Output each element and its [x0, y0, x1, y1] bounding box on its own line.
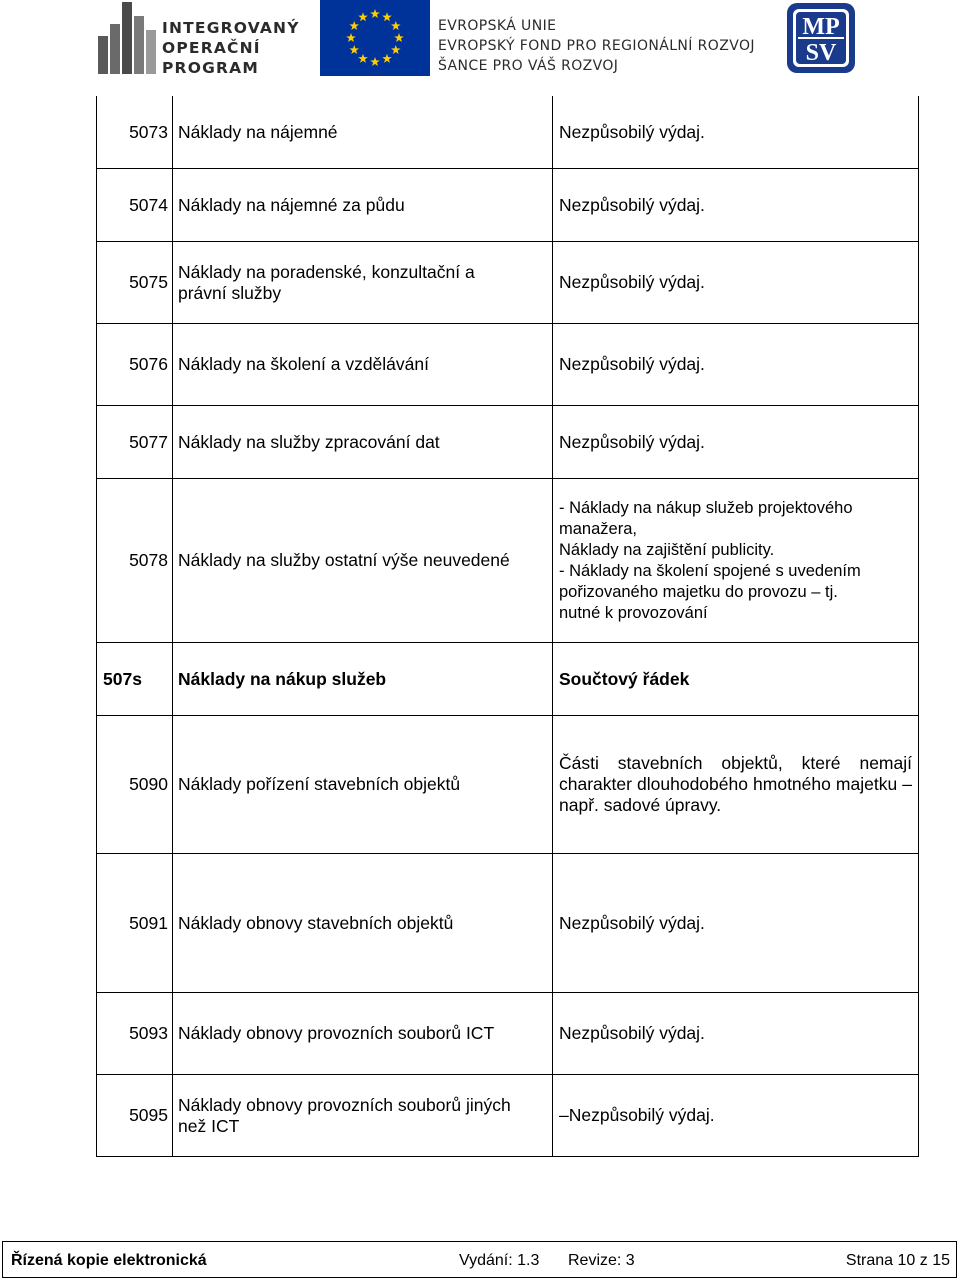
table-row [96, 479, 919, 643]
row-note: –Nezpůsobilý výdaj. [559, 1105, 715, 1125]
row-note: Nezpůsobilý výdaj. [559, 1023, 705, 1043]
row-note: Součtový řádek [559, 668, 690, 689]
table-row [96, 1075, 919, 1157]
row-name: Náklady na nákup služeb [173, 643, 553, 715]
table-row [96, 854, 919, 993]
eu-logo-line2: EVROPSKÝ FOND PRO REGIONÁLNÍ ROZVOJ [438, 38, 755, 54]
mpsv-logo [786, 2, 856, 74]
footer-version: Vydání: 1.3 [459, 1252, 540, 1269]
page-footer [2, 1241, 957, 1278]
page-header [0, 0, 960, 80]
row-name: Náklady na školení a vzdělávání [173, 324, 553, 405]
row-code: 5075 [97, 242, 173, 323]
row-note-line: Náklady na zajištění publicity. [559, 540, 775, 559]
row-note-line: manažera, [559, 519, 637, 538]
row-name-line: Náklady obnovy provozních souborů jiných [178, 1094, 511, 1115]
row-name [173, 1075, 553, 1156]
mpsv-logo-bottom: SV [805, 40, 837, 66]
table-row-summary [96, 643, 919, 716]
eu-logo-line3: ŠANCE PRO VÁŠ ROZVOJ [438, 58, 619, 74]
table-row [96, 406, 919, 479]
row-code: 5095 [97, 1075, 173, 1156]
eu-logo-line1: EVROPSKÁ UNIE [438, 18, 557, 34]
table-row [96, 324, 919, 406]
row-note: Nezpůsobilý výdaj. [559, 272, 705, 292]
table-row [96, 242, 919, 324]
row-name [173, 242, 553, 323]
footer-revision: Revize: 3 [568, 1252, 635, 1269]
iop-logo-icon [96, 2, 160, 74]
table-row [96, 96, 919, 169]
iop-logo-line2: OPERAČNÍ [162, 39, 261, 57]
row-note-line: pořizovaného majetku do provozu – tj. [559, 582, 838, 601]
row-note [553, 479, 918, 642]
row-note-line: nutné k provozování [559, 603, 708, 622]
row-code: 5093 [97, 993, 173, 1074]
row-name: Náklady na služby zpracování dat [173, 406, 553, 478]
table-row [96, 993, 919, 1075]
row-note: Nezpůsobilý výdaj. [559, 354, 705, 374]
row-code: 5073 [97, 96, 173, 168]
iop-logo-line3: PROGRAM [162, 59, 259, 77]
table-row [96, 169, 919, 242]
row-name-line: Náklady na poradenské, konzultační a [178, 261, 475, 282]
cost-items-table [96, 96, 919, 1157]
table-row [96, 716, 919, 854]
iop-logo-line1: INTEGROVANÝ [162, 19, 300, 37]
row-note: Nezpůsobilý výdaj. [559, 194, 705, 215]
row-code: 5076 [97, 324, 173, 405]
eu-flag-icon [320, 0, 430, 76]
row-code: 5074 [97, 169, 173, 241]
eu-logo-text [438, 16, 768, 76]
row-name: Náklady na služby ostatní výše neuvedené [173, 479, 553, 642]
row-name-line: než ICT [178, 1115, 240, 1136]
row-code: 5091 [97, 854, 173, 992]
row-name: Náklady obnovy provozních souborů ICT [173, 993, 553, 1074]
footer-page-number: Strana 10 z 15 [845, 1252, 950, 1269]
row-code: 507s [97, 643, 173, 715]
row-name: Náklady na nájemné za půdu [173, 169, 553, 241]
row-code: 5077 [97, 406, 173, 478]
row-note-cell [553, 716, 918, 853]
row-note: Části stavebních objektů, které nemají charakter dlouhodobého hmotného majetku – např. sadové úpravy. [559, 753, 912, 815]
row-name: Náklady pořízení stavebních objektů [173, 716, 553, 853]
row-note-line: - Náklady na školení spojené s uvedením [559, 561, 861, 580]
row-note: Nezpůsobilý výdaj. [559, 912, 705, 933]
row-note: Nezpůsobilý výdaj. [559, 121, 705, 142]
iop-logo [96, 2, 300, 77]
mpsv-logo-top: MP [802, 14, 840, 40]
row-code: 5078 [97, 479, 173, 642]
row-note: Nezpůsobilý výdaj. [559, 431, 705, 452]
row-note-line: - Náklady na nákup služeb projektového [559, 498, 853, 517]
footer-doc-type: Řízená kopie elektronická [11, 1252, 207, 1269]
row-code: 5090 [97, 716, 173, 853]
row-name-line: právní služby [178, 282, 282, 303]
row-name: Náklady obnovy stavebních objektů [173, 854, 553, 992]
row-name: Náklady na nájemné [173, 96, 553, 168]
